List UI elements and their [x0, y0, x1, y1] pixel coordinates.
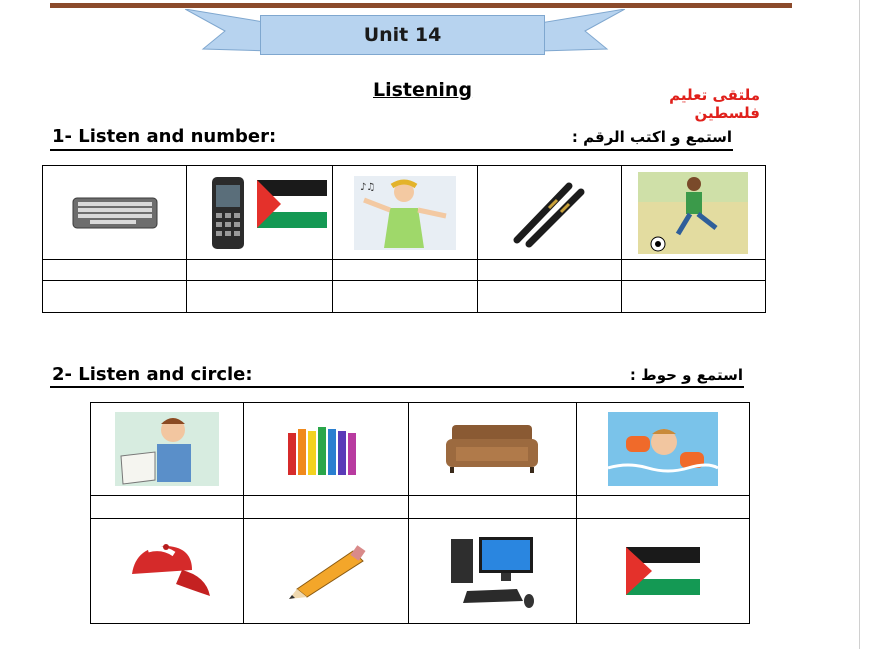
- section1-underline: [50, 149, 733, 151]
- cell-cap[interactable]: [91, 519, 244, 624]
- section1-table: [42, 165, 766, 313]
- keyboard-icon: [72, 195, 158, 231]
- computer-icon: [447, 533, 537, 609]
- answer-cell-4[interactable]: [477, 260, 621, 281]
- cell-palestine-flag[interactable]: [577, 519, 750, 624]
- cell-boy-football[interactable]: [621, 166, 765, 260]
- cell-crayons[interactable]: [243, 403, 408, 496]
- swimming-boy-icon: [608, 412, 718, 486]
- answer-cell-10[interactable]: [621, 281, 765, 313]
- section2-title: 2- Listen and circle:: [52, 364, 253, 385]
- palestine-flag-icon: [257, 180, 327, 228]
- unit-banner: [185, 9, 625, 59]
- svg-text:♪♫: ♪♫: [359, 181, 376, 193]
- answer-cell-8[interactable]: [332, 281, 477, 313]
- unit-title: Unit 14: [260, 15, 545, 55]
- answer-cell-7[interactable]: [187, 281, 332, 313]
- answer-cell-6[interactable]: [43, 281, 187, 313]
- divider-cell-4: [577, 496, 750, 519]
- section1-title: 1- Listen and number:: [52, 126, 277, 147]
- palestine-flag-icon: [626, 547, 700, 595]
- section2-underline: [50, 386, 744, 388]
- pencil-icon: [283, 543, 369, 599]
- answer-cell-9[interactable]: [477, 281, 621, 313]
- pen-icon: [509, 178, 589, 248]
- answer-cell-2[interactable]: [187, 260, 332, 281]
- crayons-icon: [286, 419, 366, 479]
- page-edge-line: [859, 0, 860, 649]
- dancing-girl-icon: [354, 176, 456, 250]
- cell-dancing-girl[interactable]: [332, 166, 477, 260]
- cell-pen[interactable]: [477, 166, 621, 260]
- section2-table: [90, 402, 750, 624]
- answer-cell-1[interactable]: [43, 260, 187, 281]
- cell-swimming-boy[interactable]: [577, 403, 750, 496]
- section2-arabic-instruction: استمع و حوط :: [629, 366, 743, 384]
- cell-keyboard[interactable]: [43, 166, 187, 260]
- boy-playing-football-icon: [638, 172, 748, 254]
- divider-cell-3: [408, 496, 577, 519]
- section1-arabic-instruction: استمع و اكتب الرقم :: [571, 128, 732, 146]
- cell-pencil[interactable]: [243, 519, 408, 624]
- cell-sofa[interactable]: [408, 403, 577, 496]
- answer-cell-3[interactable]: [332, 260, 477, 281]
- cell-computer[interactable]: [408, 519, 577, 624]
- cap-icon: [122, 540, 212, 602]
- boy-reading-icon: [115, 412, 219, 486]
- top-border-bar: [50, 3, 792, 8]
- answer-cell-5[interactable]: [621, 260, 765, 281]
- page-heading: Listening: [373, 79, 473, 101]
- divider-cell-1: [91, 496, 244, 519]
- cell-mobile-phone[interactable]: [187, 166, 332, 260]
- arabic-site-tag: ملتقى تعليم فلسطين: [669, 86, 760, 122]
- divider-cell-2: [243, 496, 408, 519]
- sofa-icon: [444, 421, 540, 477]
- cell-boy-reading[interactable]: [91, 403, 244, 496]
